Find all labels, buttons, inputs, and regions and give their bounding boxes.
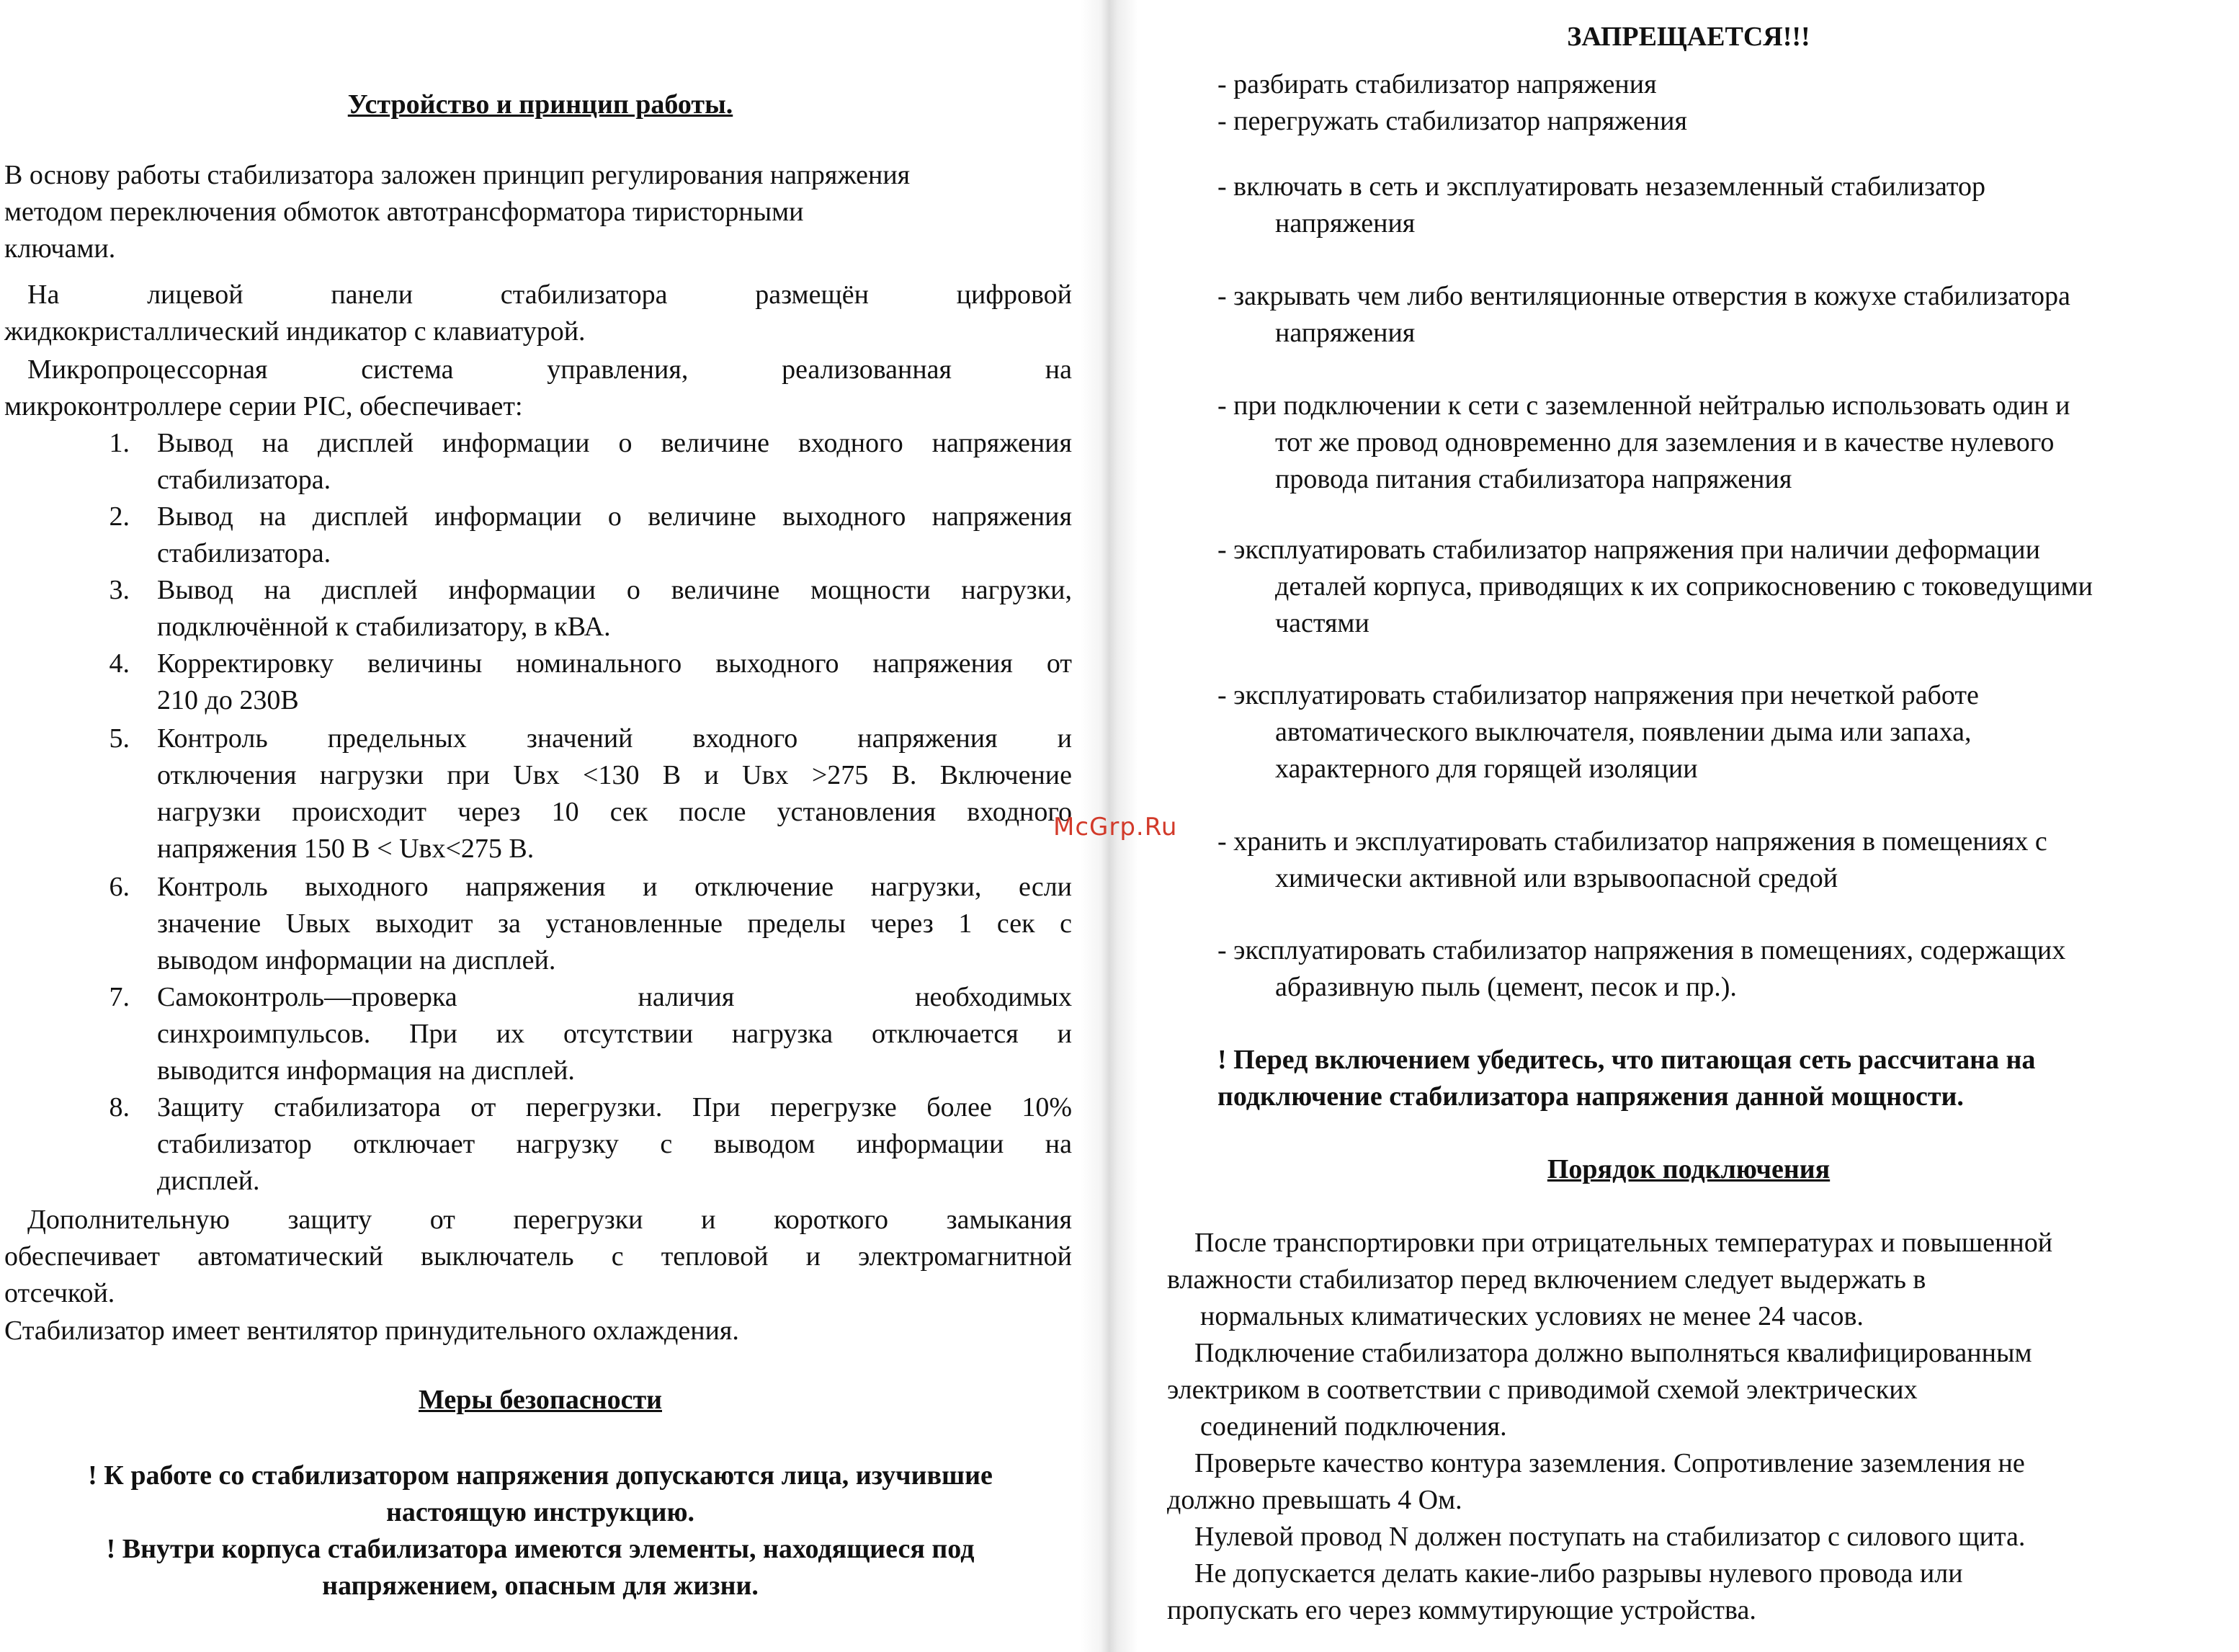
procedure-line: Нулевой провод N должен поступать на стабилизатор с силового щита. xyxy=(1194,1522,2026,1552)
list-item: - при подключении к сети с заземленной нейтралью использовать один и xyxy=(1217,390,2070,421)
list-item-line: выводится информация на дисплей. xyxy=(157,1055,575,1086)
list-item-continuation: частями xyxy=(1275,608,1369,638)
list-item-line: напряжения 150 В < Uвх<275 В. xyxy=(157,834,535,864)
list-item-line: Контроль предельных значений входного напряжения и xyxy=(157,723,1072,754)
list-item-line: стабилизатор отключает нагрузку с выводом информации на xyxy=(157,1129,1072,1159)
list-item-line: Самоконтроль—проверка наличия необходимых xyxy=(157,982,1072,1012)
list-item-continuation: автоматического выключателя, появлении дыма или запаха, xyxy=(1275,717,1972,747)
list-item-line: стабилизатора. xyxy=(157,538,331,568)
list-item: - эксплуатировать стабилизатор напряжения в помещениях, содержащих xyxy=(1217,935,2066,965)
list-item-continuation: характерного для горящей изоляции xyxy=(1275,754,1698,784)
procedure-line: После транспортировки при отрицательных температурах и повышенной xyxy=(1194,1228,2053,1258)
list-item: - закрывать чем либо вентиляционные отверстия в кожухе стабилизатора xyxy=(1217,281,2070,311)
list-item-line: Вывод на дисплей информации о величине выходного напряжения xyxy=(157,501,1072,532)
list-item-continuation: напряжения xyxy=(1275,318,1416,348)
list-item-continuation: абразивную пыль (цемент, песок и пр.). xyxy=(1275,972,1737,1002)
list-item-line: синхроимпульсов. При их отсутствии нагрузка отключается и xyxy=(157,1019,1072,1049)
list-item-continuation: деталей корпуса, приводящих к их соприкосновению с токоведущими xyxy=(1275,571,2093,602)
procedure-line: Не допускается делать какие-либо разрывы нулевого провода или xyxy=(1194,1558,1963,1589)
list-item: - перегружать стабилизатор напряжения xyxy=(1217,106,1687,136)
list-item-continuation: химически активной или взрывоопасной средой xyxy=(1275,863,1838,893)
list-item-line: 210 до 230В xyxy=(157,685,299,715)
list-item-number: 1. xyxy=(109,428,130,458)
protection-line-1: Дополнительную защиту от перегрузки и короткого замыкания xyxy=(27,1205,1072,1235)
micro-line-2: микроконтроллере серии PIC, обеспечивает: xyxy=(4,391,523,421)
micro-line-1: Микропроцессорная система управления, реализованная на xyxy=(27,354,1072,385)
list-item-number: 3. xyxy=(109,575,130,605)
intro-line-3: ключами. xyxy=(4,233,116,264)
procedure-line: должно превышать 4 Ом. xyxy=(1167,1485,1462,1515)
list-item-line: Вывод на дисплей информации о величине мощности нагрузки, xyxy=(157,575,1072,605)
prohibited-heading: ЗАПРЕЩАЕТСЯ!!! xyxy=(1567,22,1810,52)
section-heading-connection: Порядок подключения xyxy=(1547,1154,1831,1184)
list-item: - эксплуатировать стабилизатор напряжения при наличии деформации xyxy=(1217,535,2040,565)
list-item-line: стабилизатора. xyxy=(157,465,331,495)
procedure-line: нормальных климатических условиях не менее 24 часов. xyxy=(1200,1301,1864,1331)
list-item-number: 7. xyxy=(109,982,130,1012)
list-item-line: Вывод на дисплей информации о величине входного напряжения xyxy=(157,428,1072,458)
procedure-line: Подключение стабилизатора должно выполняться квалифицированным xyxy=(1194,1338,2032,1368)
safety-warning-1-line-1: ! К работе со стабилизатором напряжения допускаются лица, изучившие xyxy=(88,1460,993,1491)
safety-warning-2-line-2: напряжением, опасным для жизни. xyxy=(322,1571,759,1601)
list-item: - разбирать стабилизатор напряжения xyxy=(1217,69,1657,99)
list-item-line: нагрузки происходит через 10 сек после установления входного xyxy=(157,797,1072,827)
list-item: - включать в сеть и эксплуатировать незаземленный стабилизатор xyxy=(1217,171,1985,202)
list-item: - хранить и эксплуатировать стабилизатор напряжения в помещениях с xyxy=(1217,826,2047,857)
intro-line-2: методом переключения обмоток автотрансформатора тиристорными xyxy=(4,197,804,227)
section-heading-device: Устройство и принцип работы. xyxy=(347,89,733,120)
safety-warning-2-line-1: ! Внутри корпуса стабилизатора имеются элементы, находящиеся под xyxy=(106,1534,975,1564)
list-item-number: 6. xyxy=(109,872,130,902)
fan-note: Стабилизатор имеет вентилятор принудительного охлаждения. xyxy=(4,1316,739,1346)
list-item-line: Корректировку величины номинального выходного напряжения от xyxy=(157,648,1072,679)
procedure-line: электриком в соответствии с приводимой схемой электрических xyxy=(1167,1375,1918,1405)
power-notice-line-2: подключение стабилизатора напряжения данной мощности. xyxy=(1217,1081,1964,1112)
list-item-continuation: провода питания стабилизатора напряжения xyxy=(1275,464,1792,494)
list-item-number: 5. xyxy=(109,723,130,754)
protection-line-2: обеспечивает автоматический выключатель с тепловой и электромагнитной xyxy=(4,1241,1072,1272)
list-item-continuation: тот же провод одновременно для заземления и в качестве нулевого xyxy=(1275,427,2055,457)
protection-line-3: отсечкой. xyxy=(4,1278,115,1308)
section-heading-safety: Меры безопасности xyxy=(418,1385,663,1415)
procedure-line: влажности стабилизатор перед включением следует выдержать в xyxy=(1167,1264,1926,1295)
list-item: - эксплуатировать стабилизатор напряжения при нечеткой работе xyxy=(1217,680,1979,710)
list-item-number: 8. xyxy=(109,1092,130,1122)
procedure-line: пропускать его через коммутирующие устройства. xyxy=(1167,1595,1756,1625)
list-item-line: подключённой к стабилизатору, в кВА. xyxy=(157,612,611,642)
safety-warning-1-line-2: настоящую инструкцию. xyxy=(385,1497,695,1527)
list-item-number: 2. xyxy=(109,501,130,532)
list-item-number: 4. xyxy=(109,648,130,679)
procedure-line: соединений подключения. xyxy=(1200,1411,1507,1442)
list-item-continuation: напряжения xyxy=(1275,208,1416,238)
list-item-line: отключения нагрузки при Uвх <130 В и Uвх >275 В. Включение xyxy=(157,760,1072,790)
list-item-line: дисплей. xyxy=(157,1166,260,1196)
procedure-line: Проверьте качество контура заземления. Сопротивление заземления не xyxy=(1194,1448,2025,1478)
watermark: McGrp.Ru xyxy=(1053,813,1178,841)
panel-line-2: жидкокристаллический индикатор с клавиатурой. xyxy=(4,316,586,347)
list-item-line: Контроль выходного напряжения и отключение нагрузки, если xyxy=(157,872,1072,902)
panel-line-1: На лицевой панели стабилизатора размещён цифровой xyxy=(27,280,1072,310)
list-item-line: значение Uвых выходит за установленные пределы через 1 сек с xyxy=(157,908,1072,939)
intro-line-1: В основу работы стабилизатора заложен принцип регулирования напряжения xyxy=(4,160,911,190)
list-item-line: выводом информации на дисплей. xyxy=(157,945,556,975)
power-notice-line-1: ! Перед включением убедитесь, что питающая сеть рассчитана на xyxy=(1217,1045,2036,1075)
list-item-line: Защиту стабилизатора от перегрузки. При перегрузке более 10% xyxy=(157,1092,1072,1122)
right-page xyxy=(1138,0,2239,1652)
left-page xyxy=(0,0,1081,1652)
